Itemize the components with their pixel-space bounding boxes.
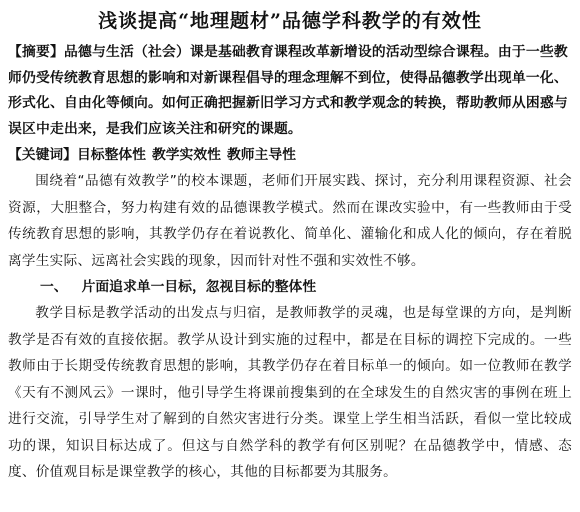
keyword-item: 目标整体性 [76,147,146,163]
keywords [8,142,572,168]
intro-paragraph: 围绕着“品德有效教学”的校本课题，老师们开展实践、探讨，充分利用课程资源、社会资源，大胆整合，努力构建有效的品德课教学模式。然而在课改实验中，有一些教师由于受传统教育思想的影响，其教学仍存在着说教化、简单化、灌输化和成人化的倾向，存在着脱离学生实际、远离社会实践的现象，因而针对性不强和实效性不够。 [8,173,572,269]
section-paragraph: 教学目标是教学活动的出发点与归宿，是教师教学的灵魂，也是每堂课的方向，是判断教学是否有效的直接依据。教学从设计到实施的过程中，都是在目标的调控下完成的。一些教师由于长期受传统教育思想的影响，其教学仍存在着目标单一的倾向。如一位教师在教学《天有不测风云》一课时，他引导学生将课前搜集到的在全球发生的自然灾害的事例在班上进行交流，引导学生对了解到的自然灾害进行分类。课堂上学生相当活跃，看似一堂比较成功的课，知识目标达成了。但这与自然学科的教学有何区别呢？在品德教学中，情感、态度、价值观目标是课堂教学的核心，其他的目标都要为其服务。 [8,305,572,480]
keyword-item: 教学实效性 [151,147,221,163]
abstract-text: 品德与生活（社会）课是基础教育课程改革新增设的活动型综合课程。由于一些教师仍受传统教育思想的影响和对新课程倡导的理念理解不到位，使得品德教学出现单一化、形式化、自由化等倾向。如何正确把握新旧学习方式和教学观念的转换，帮助教师从困惑与误区中走出来，是我们应该关注和研究的课题。 [8,44,568,137]
document-title: 浅谈提高“地理题材”品德学科教学的有效性 [98,10,482,32]
section-heading [8,274,572,300]
section-number: 一、 [40,279,68,295]
section-title: 片面追求单一目标，忽视目标的整体性 [81,279,317,295]
abstract [8,40,572,142]
keywords-label: 【关键词】 [8,147,77,163]
keyword-item: 教师主导性 [226,147,296,163]
abstract-label: 【摘要】 [8,44,64,60]
